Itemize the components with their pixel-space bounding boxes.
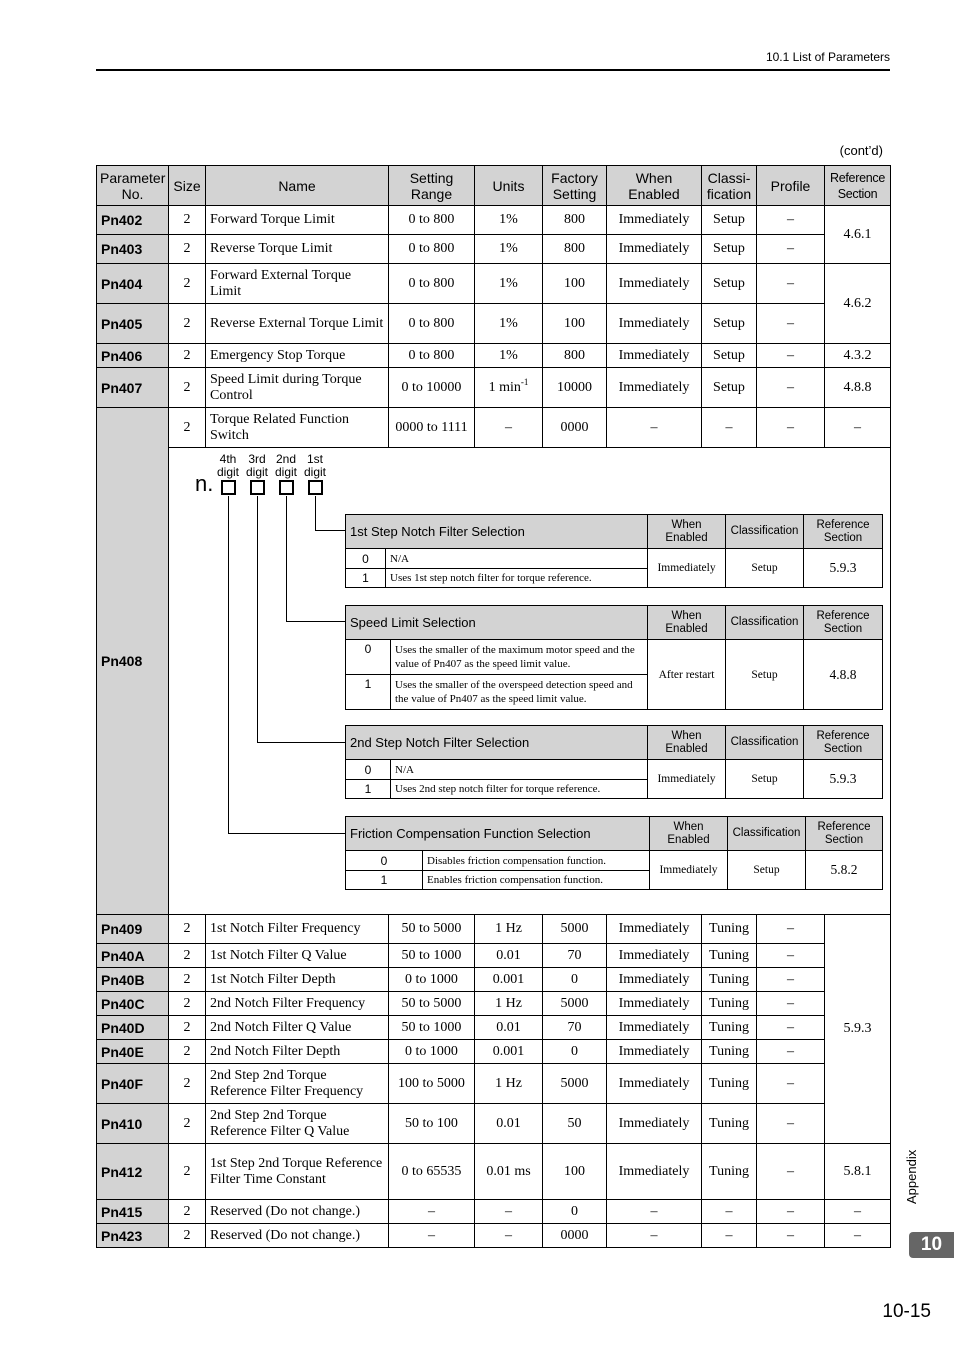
digit4-ref: 5.8.2 bbox=[806, 851, 883, 890]
when-enabled: Immediately bbox=[607, 1040, 702, 1064]
profile: – bbox=[757, 235, 825, 264]
when-enabled: Immediately bbox=[607, 1064, 702, 1104]
option-value: 0 bbox=[346, 760, 391, 780]
col-reference: Reference Section bbox=[825, 166, 891, 206]
units bbox=[475, 368, 543, 408]
factory: 800 bbox=[543, 206, 607, 235]
when-enabled: Immediately bbox=[607, 206, 702, 235]
digit2-ref-header: Reference Section bbox=[804, 606, 883, 640]
size: 2 bbox=[169, 368, 206, 408]
size: 2 bbox=[169, 1040, 206, 1064]
name: 1st Notch Filter Q Value bbox=[206, 944, 389, 968]
digit3-title: 2nd Step Notch Filter Selection bbox=[346, 726, 648, 760]
param-no: Pn40A bbox=[97, 944, 169, 968]
size: 2 bbox=[169, 1200, 206, 1224]
param-no: Pn403 bbox=[97, 235, 169, 264]
profile: – bbox=[757, 944, 825, 968]
connector-2nd-h bbox=[286, 621, 345, 622]
classification: Setup bbox=[702, 235, 757, 264]
classification: Tuning bbox=[702, 968, 757, 992]
connector-4th-h bbox=[228, 833, 345, 834]
digit4-when-header: When Enabled bbox=[650, 817, 728, 851]
option-value: 1 bbox=[346, 675, 391, 710]
factory: 5000 bbox=[543, 992, 607, 1016]
when-enabled: Immediately bbox=[607, 344, 702, 368]
classification: – bbox=[702, 1224, 757, 1248]
range: 50 to 1000 bbox=[389, 1016, 475, 1040]
chapter-tab: 10 bbox=[909, 1232, 954, 1258]
factory: 50 bbox=[543, 1104, 607, 1144]
running-header: 10.1 List of Parameters bbox=[765, 50, 890, 64]
table-row bbox=[97, 1040, 891, 1064]
size: 2 bbox=[169, 408, 206, 448]
option-desc: Uses the smaller of the maximum motor speed and the value of Pn407 as the speed limit value. bbox=[391, 640, 648, 675]
when-enabled: Immediately bbox=[607, 968, 702, 992]
units: 0.001 bbox=[475, 968, 543, 992]
col-factory: Factory Setting bbox=[543, 166, 607, 206]
table-row bbox=[97, 344, 891, 368]
units: – bbox=[475, 408, 543, 448]
units: 1% bbox=[475, 344, 543, 368]
appendix-side-label: Appendix bbox=[904, 1149, 919, 1204]
option-desc: Disables friction compensation function. bbox=[423, 851, 650, 871]
digit2-cls: Setup bbox=[726, 640, 804, 710]
digit3-cls: Setup bbox=[726, 760, 804, 799]
classification: Tuning bbox=[702, 992, 757, 1016]
table-row bbox=[97, 1016, 891, 1040]
name: Reserved (Do not change.) bbox=[206, 1200, 389, 1224]
units: 1% bbox=[475, 264, 543, 304]
digit4-table bbox=[345, 816, 883, 890]
size: 2 bbox=[169, 206, 206, 235]
reference: – bbox=[825, 1200, 891, 1224]
classification: – bbox=[702, 408, 757, 448]
when-enabled: – bbox=[607, 1200, 702, 1224]
factory: 100 bbox=[543, 264, 607, 304]
option-desc: Uses 1st step notch filter for torque reference. bbox=[386, 569, 648, 588]
size: 2 bbox=[169, 304, 206, 344]
table-row bbox=[97, 1144, 891, 1200]
digit-label-3rd: 3rd digit bbox=[245, 452, 268, 479]
name: Forward Torque Limit bbox=[206, 206, 389, 235]
param-no: Pn415 bbox=[97, 1200, 169, 1224]
name: Torque Related Function Switch bbox=[206, 408, 389, 448]
option-value: 1 bbox=[346, 871, 423, 890]
digit-box-3rd bbox=[250, 480, 265, 495]
digit4-cls-header: Classification bbox=[728, 817, 806, 851]
option-desc: N/A bbox=[391, 760, 648, 780]
factory: 100 bbox=[543, 1144, 607, 1200]
table-row bbox=[97, 968, 891, 992]
profile: – bbox=[757, 1016, 825, 1040]
option-value: 0 bbox=[346, 640, 391, 675]
reference: 4.6.1 bbox=[825, 206, 891, 264]
digit2-when: After restart bbox=[648, 640, 726, 710]
reference: – bbox=[825, 1224, 891, 1248]
digit4-title: Friction Compensation Function Selection bbox=[346, 817, 650, 851]
connector-3rd bbox=[257, 496, 258, 742]
size: 2 bbox=[169, 1064, 206, 1104]
col-units: Units bbox=[475, 166, 543, 206]
when-enabled: – bbox=[607, 408, 702, 448]
when-enabled: Immediately bbox=[607, 264, 702, 304]
table-row bbox=[97, 1224, 891, 1248]
units: – bbox=[475, 1200, 543, 1224]
param-no: Pn40E bbox=[97, 1040, 169, 1064]
profile: – bbox=[757, 1040, 825, 1064]
when-enabled: Immediately bbox=[607, 235, 702, 264]
classification: Tuning bbox=[702, 1104, 757, 1144]
range: – bbox=[389, 1200, 475, 1224]
classification: Setup bbox=[702, 344, 757, 368]
when-enabled: Immediately bbox=[607, 368, 702, 408]
classification: Setup bbox=[702, 304, 757, 344]
digit-box-1st bbox=[308, 480, 323, 495]
factory: 70 bbox=[543, 1016, 607, 1040]
table-row bbox=[97, 1064, 891, 1104]
profile: – bbox=[757, 1104, 825, 1144]
digit1-table bbox=[345, 514, 883, 588]
param-no: Pn408 bbox=[97, 408, 169, 915]
classification: Tuning bbox=[702, 944, 757, 968]
option-value: 0 bbox=[346, 549, 386, 569]
digit-box-2nd bbox=[279, 480, 294, 495]
classification: Tuning bbox=[702, 1040, 757, 1064]
param-no: Pn406 bbox=[97, 344, 169, 368]
pn408-digit-diagram bbox=[169, 448, 891, 915]
reference: 5.8.1 bbox=[825, 1144, 891, 1200]
units: 1 Hz bbox=[475, 1064, 543, 1104]
option-value: 1 bbox=[346, 569, 386, 588]
range: 0 to 1000 bbox=[389, 968, 475, 992]
range: 0 to 800 bbox=[389, 264, 475, 304]
range: 50 to 1000 bbox=[389, 944, 475, 968]
classification: Tuning bbox=[702, 915, 757, 944]
table-row bbox=[97, 1200, 891, 1224]
continued-label: (cont’d) bbox=[839, 143, 883, 158]
when-enabled: Immediately bbox=[607, 944, 702, 968]
when-enabled: Immediately bbox=[607, 915, 702, 944]
digit1-ref-header: Reference Section bbox=[804, 515, 883, 549]
digit1-cls: Setup bbox=[726, 549, 804, 588]
digit1-when: Immediately bbox=[648, 549, 726, 588]
table-row bbox=[97, 264, 891, 304]
classification: Setup bbox=[702, 368, 757, 408]
size: 2 bbox=[169, 1224, 206, 1248]
digit3-when: Immediately bbox=[648, 760, 726, 799]
param-no: Pn409 bbox=[97, 915, 169, 944]
reference: – bbox=[825, 408, 891, 448]
digit3-cls-header: Classification bbox=[726, 726, 804, 760]
digit3-table bbox=[345, 725, 883, 799]
col-profile: Profile bbox=[757, 166, 825, 206]
connector-1st bbox=[315, 496, 316, 530]
name: 2nd Notch Filter Q Value bbox=[206, 1016, 389, 1040]
range: 50 to 5000 bbox=[389, 992, 475, 1016]
col-classification: Classi-fication bbox=[702, 166, 757, 206]
digit1-ref: 5.9.3 bbox=[804, 549, 883, 588]
when-enabled: Immediately bbox=[607, 1144, 702, 1200]
option-value: 1 bbox=[346, 780, 391, 799]
profile: – bbox=[757, 1224, 825, 1248]
size: 2 bbox=[169, 915, 206, 944]
param-no: Pn423 bbox=[97, 1224, 169, 1248]
size: 2 bbox=[169, 344, 206, 368]
reference: 4.8.8 bbox=[825, 368, 891, 408]
when-enabled: – bbox=[607, 1224, 702, 1248]
col-name: Name bbox=[206, 166, 389, 206]
classification: Tuning bbox=[702, 1144, 757, 1200]
factory: 800 bbox=[543, 344, 607, 368]
table-row bbox=[97, 992, 891, 1016]
digit2-ref: 4.8.8 bbox=[804, 640, 883, 710]
name: 2nd Notch Filter Frequency bbox=[206, 992, 389, 1016]
digit2-when-header: When Enabled bbox=[648, 606, 726, 640]
name: Reverse External Torque Limit bbox=[206, 304, 389, 344]
table-row-diagram bbox=[97, 448, 891, 915]
profile: – bbox=[757, 206, 825, 235]
digit4-cls: Setup bbox=[728, 851, 806, 890]
table-row bbox=[97, 915, 891, 944]
profile: – bbox=[757, 344, 825, 368]
size: 2 bbox=[169, 264, 206, 304]
range: 0 to 10000 bbox=[389, 368, 475, 408]
name: Forward External Torque Limit bbox=[206, 264, 389, 304]
classification: Tuning bbox=[702, 1016, 757, 1040]
name: 1st Notch Filter Depth bbox=[206, 968, 389, 992]
name: Reverse Torque Limit bbox=[206, 235, 389, 264]
units: 0.01 ms bbox=[475, 1144, 543, 1200]
factory: 0000 bbox=[543, 408, 607, 448]
table-row bbox=[97, 368, 891, 408]
units: 0.01 bbox=[475, 944, 543, 968]
name: Emergency Stop Torque bbox=[206, 344, 389, 368]
digit-label-2nd: 2nd digit bbox=[274, 452, 297, 479]
reference: 5.9.3 bbox=[825, 915, 891, 1144]
digit2-title: Speed Limit Selection bbox=[346, 606, 648, 640]
profile: – bbox=[757, 368, 825, 408]
name: 1st Step 2nd Torque Reference Filter Time Constant bbox=[206, 1144, 389, 1200]
digit-label-4th: 4th digit bbox=[216, 452, 239, 479]
option-value: 0 bbox=[346, 851, 423, 871]
size: 2 bbox=[169, 1104, 206, 1144]
connector-4th bbox=[228, 496, 229, 833]
digit1-title: 1st Step Notch Filter Selection bbox=[346, 515, 648, 549]
factory: 10000 bbox=[543, 368, 607, 408]
name: 2nd Step 2nd Torque Reference Filter Frequency bbox=[206, 1064, 389, 1104]
option-desc: Uses the smaller of the overspeed detection speed and the value of Pn407 as the speed limit value. bbox=[391, 675, 648, 710]
digit1-when-header: When Enabled bbox=[648, 515, 726, 549]
param-no: Pn407 bbox=[97, 368, 169, 408]
size: 2 bbox=[169, 235, 206, 264]
param-no: Pn40D bbox=[97, 1016, 169, 1040]
profile: – bbox=[757, 968, 825, 992]
factory: 0000 bbox=[543, 1224, 607, 1248]
range: 0 to 1000 bbox=[389, 1040, 475, 1064]
header-rule bbox=[96, 69, 890, 71]
profile: – bbox=[757, 304, 825, 344]
units: 1% bbox=[475, 206, 543, 235]
digit3-ref: 5.9.3 bbox=[804, 760, 883, 799]
factory: 800 bbox=[543, 235, 607, 264]
digit4-when: Immediately bbox=[650, 851, 728, 890]
units: 1% bbox=[475, 235, 543, 264]
profile: – bbox=[757, 915, 825, 944]
range: 0 to 800 bbox=[389, 235, 475, 264]
classification: – bbox=[702, 1200, 757, 1224]
units: 1 Hz bbox=[475, 915, 543, 944]
reference: 4.3.2 bbox=[825, 344, 891, 368]
when-enabled: Immediately bbox=[607, 1104, 702, 1144]
param-no: Pn410 bbox=[97, 1104, 169, 1144]
when-enabled: Immediately bbox=[607, 992, 702, 1016]
param-no: Pn40B bbox=[97, 968, 169, 992]
factory: 0 bbox=[543, 1040, 607, 1064]
units: 0.01 bbox=[475, 1016, 543, 1040]
col-param-no: Parameter No. bbox=[97, 166, 169, 206]
classification: Setup bbox=[702, 264, 757, 304]
factory: 100 bbox=[543, 304, 607, 344]
connector-1st-h bbox=[315, 530, 345, 531]
digit-box-4th bbox=[221, 480, 236, 495]
digit3-when-header: When Enabled bbox=[648, 726, 726, 760]
when-enabled: Immediately bbox=[607, 1016, 702, 1040]
profile: – bbox=[757, 992, 825, 1016]
option-desc: Uses 2nd step notch filter for torque reference. bbox=[391, 780, 648, 799]
profile: – bbox=[757, 408, 825, 448]
param-no: Pn40C bbox=[97, 992, 169, 1016]
range: 0 to 800 bbox=[389, 206, 475, 235]
profile: – bbox=[757, 1200, 825, 1224]
digit2-cls-header: Classification bbox=[726, 606, 804, 640]
name: Speed Limit during Torque Control bbox=[206, 368, 389, 408]
col-setting-range: Setting Range bbox=[389, 166, 475, 206]
table-row bbox=[97, 1104, 891, 1144]
name: Reserved (Do not change.) bbox=[206, 1224, 389, 1248]
range: 0 to 800 bbox=[389, 344, 475, 368]
factory: 0 bbox=[543, 1200, 607, 1224]
digit3-ref-header: Reference Section bbox=[804, 726, 883, 760]
table-row bbox=[97, 235, 891, 264]
option-desc: Enables friction compensation function. bbox=[423, 871, 650, 890]
range: 0 to 65535 bbox=[389, 1144, 475, 1200]
name: 2nd Step 2nd Torque Reference Filter Q Value bbox=[206, 1104, 389, 1144]
range: – bbox=[389, 1224, 475, 1248]
range: 50 to 5000 bbox=[389, 915, 475, 944]
units: – bbox=[475, 1224, 543, 1248]
factory: 70 bbox=[543, 944, 607, 968]
table-row bbox=[97, 206, 891, 235]
digit2-table bbox=[345, 605, 883, 710]
units: 1% bbox=[475, 304, 543, 344]
parameter-table bbox=[96, 165, 891, 1248]
connector-3rd-h bbox=[257, 742, 345, 743]
range: 0000 to 1111 bbox=[389, 408, 475, 448]
table-row bbox=[97, 944, 891, 968]
size: 2 bbox=[169, 1144, 206, 1200]
units-exponent: -1 bbox=[520, 376, 529, 387]
table-header-row bbox=[97, 166, 891, 206]
table-row bbox=[97, 408, 891, 448]
param-no: Pn404 bbox=[97, 264, 169, 304]
size: 2 bbox=[169, 968, 206, 992]
col-size: Size bbox=[169, 166, 206, 206]
digit4-ref-header: Reference Section bbox=[806, 817, 883, 851]
param-no: Pn412 bbox=[97, 1144, 169, 1200]
when-enabled: Immediately bbox=[607, 304, 702, 344]
units: 1 Hz bbox=[475, 992, 543, 1016]
param-no: Pn405 bbox=[97, 304, 169, 344]
digit1-cls-header: Classification bbox=[726, 515, 804, 549]
col-when-enabled: When Enabled bbox=[607, 166, 702, 206]
param-no: Pn40F bbox=[97, 1064, 169, 1104]
profile: – bbox=[757, 1144, 825, 1200]
profile: – bbox=[757, 264, 825, 304]
factory: 0 bbox=[543, 968, 607, 992]
size: 2 bbox=[169, 944, 206, 968]
units: 0.01 bbox=[475, 1104, 543, 1144]
range: 100 to 5000 bbox=[389, 1064, 475, 1104]
table-row bbox=[97, 304, 891, 344]
size: 2 bbox=[169, 992, 206, 1016]
classification: Tuning bbox=[702, 1064, 757, 1104]
name: 2nd Notch Filter Depth bbox=[206, 1040, 389, 1064]
page-number: 10-15 bbox=[882, 1301, 931, 1322]
profile: – bbox=[757, 1064, 825, 1104]
param-no: Pn402 bbox=[97, 206, 169, 235]
range: 0 to 800 bbox=[389, 304, 475, 344]
units: 0.001 bbox=[475, 1040, 543, 1064]
units-base: 1 min bbox=[488, 379, 521, 395]
factory: 5000 bbox=[543, 1064, 607, 1104]
range: 50 to 100 bbox=[389, 1104, 475, 1144]
size: 2 bbox=[169, 1016, 206, 1040]
reference: 4.6.2 bbox=[825, 264, 891, 344]
connector-2nd bbox=[286, 496, 287, 621]
digit-label-1st: 1st digit bbox=[303, 452, 326, 479]
option-desc: N/A bbox=[386, 549, 648, 569]
factory: 5000 bbox=[543, 915, 607, 944]
classification: Setup bbox=[702, 206, 757, 235]
name: 1st Notch Filter Frequency bbox=[206, 915, 389, 944]
n-prefix: n. bbox=[195, 471, 214, 496]
